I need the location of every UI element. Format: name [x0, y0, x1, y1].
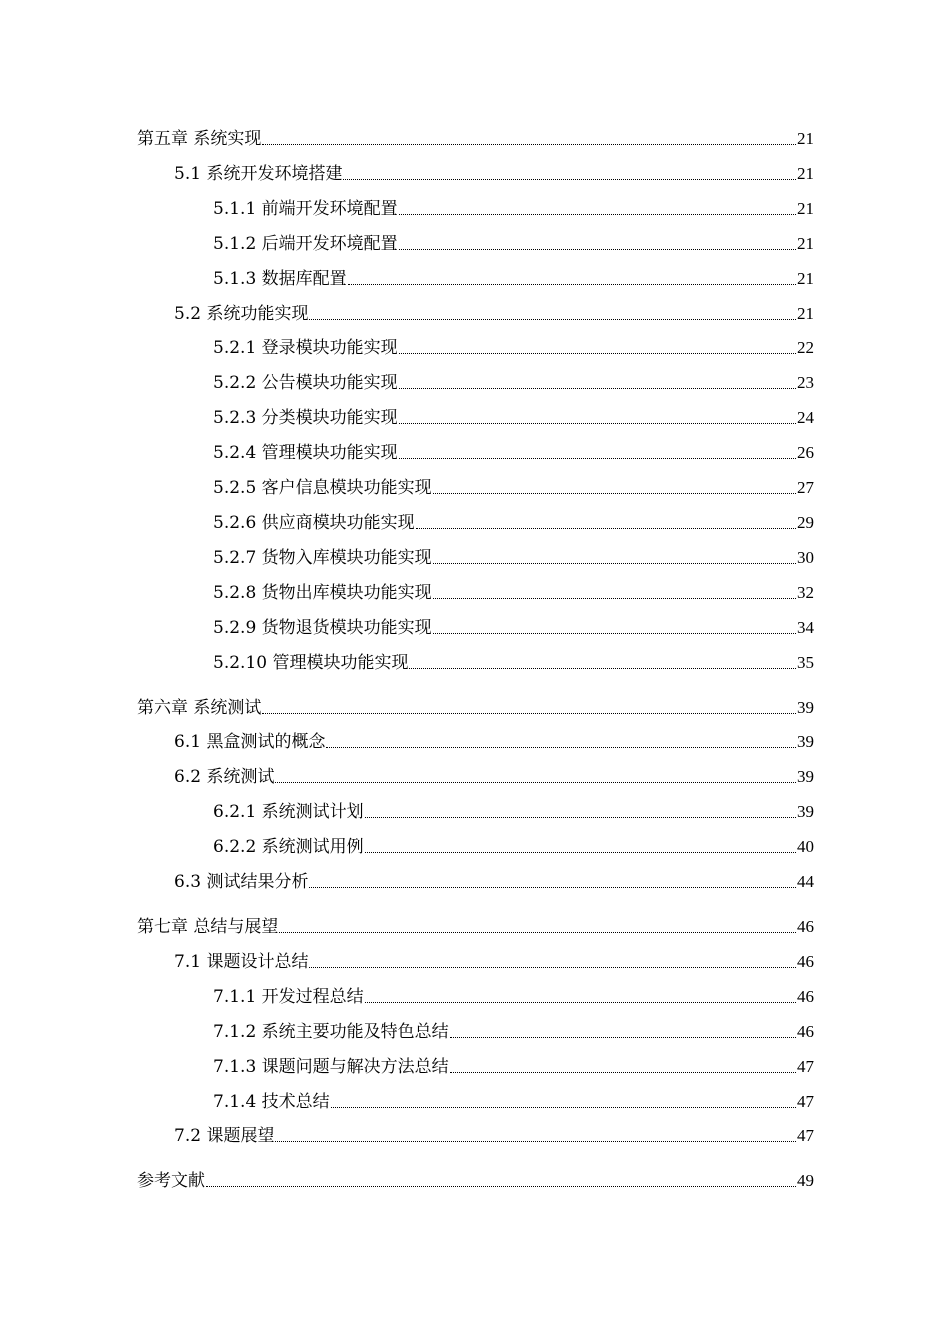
toc-entry-title: 第七章 总结与展望	[137, 917, 279, 937]
toc-leader-dots	[206, 1185, 796, 1187]
toc-entry-7-1-3[interactable]	[213, 1056, 814, 1078]
toc-entry-title: 6.2.2 系统测试用例	[213, 837, 364, 857]
toc-entry-5-2-2[interactable]	[213, 372, 814, 394]
toc-entry-title: 5.2.10 管理模块功能实现	[213, 653, 409, 673]
toc-entry-5-2-8[interactable]	[213, 582, 814, 604]
toc-entry-title: 5.1 系统开发环境搭建	[174, 164, 343, 184]
toc-entry-5-1-1[interactable]	[213, 198, 814, 220]
toc-leader-dots	[450, 1036, 796, 1038]
toc-page-number: 46	[797, 917, 814, 936]
toc-leader-dots	[309, 966, 796, 968]
toc-entry-6-2-2[interactable]	[213, 836, 814, 858]
toc-leader-dots	[365, 851, 796, 853]
toc-entry-7-2[interactable]	[174, 1125, 814, 1147]
toc-page-number: 21	[797, 164, 814, 183]
toc-page-number: 23	[797, 373, 814, 392]
toc-entry-5-1-2[interactable]	[213, 233, 814, 255]
toc-entry-references[interactable]	[137, 1170, 814, 1192]
toc-page-number: 21	[797, 199, 814, 218]
toc-page-number: 35	[797, 653, 814, 672]
toc-entry-title: 7.2 课题展望	[174, 1126, 275, 1146]
toc-entry-title: 7.1.4 技术总结	[213, 1092, 330, 1112]
toc-entry-title: 7.1 课题设计总结	[174, 952, 309, 972]
toc-leader-dots	[433, 632, 796, 634]
toc-leader-dots	[343, 178, 796, 180]
toc-leader-dots	[399, 387, 796, 389]
toc-entry-5-2-5[interactable]	[213, 477, 814, 499]
toc-entry-6-2[interactable]	[174, 766, 814, 788]
toc-page-number: 21	[797, 234, 814, 253]
toc-entry-5-2-1[interactable]	[213, 337, 814, 359]
toc-entry-title: 5.1.3 数据库配置	[213, 269, 347, 289]
toc-leader-dots	[399, 213, 796, 215]
toc-page-number: 39	[797, 732, 814, 751]
toc-entry-title: 5.2.6 供应商模块功能实现	[213, 513, 415, 533]
toc-page-number: 21	[797, 304, 814, 323]
toc-entry-5-1-3[interactable]	[213, 268, 814, 290]
toc-entry-5-2-7[interactable]	[213, 547, 814, 569]
toc-entry-title: 6.2 系统测试	[174, 767, 275, 787]
toc-entry-7-1-2[interactable]	[213, 1021, 814, 1043]
toc-entry-title: 6.3 测试结果分析	[174, 872, 309, 892]
toc-page-number: 21	[797, 269, 814, 288]
toc-entry-5-2-6[interactable]	[213, 512, 814, 534]
toc-entry-title: 5.2.9 货物退货模块功能实现	[213, 618, 432, 638]
toc-entry-title: 5.2.4 管理模块功能实现	[213, 443, 398, 463]
toc-entry-title: 7.1.2 系统主要功能及特色总结	[213, 1022, 449, 1042]
toc-entry-5-2-3[interactable]	[213, 407, 814, 429]
toc-leader-dots	[331, 1106, 796, 1108]
toc-entry-title: 参考文献	[137, 1171, 205, 1191]
toc-entry-7-1-4[interactable]	[213, 1091, 814, 1113]
toc-page-number: 34	[797, 618, 814, 637]
toc-page-number: 47	[797, 1057, 814, 1076]
toc-entry-5-2-9[interactable]	[213, 617, 814, 639]
toc-entry-chapter-7[interactable]	[137, 916, 814, 938]
toc-leader-dots	[275, 1140, 796, 1142]
toc-entry-chapter-6[interactable]	[137, 697, 814, 719]
toc-page-number: 49	[797, 1171, 814, 1190]
toc-leader-dots	[399, 457, 796, 459]
toc-leader-dots	[365, 1001, 796, 1003]
toc-leader-dots	[433, 562, 796, 564]
toc-entry-title: 6.2.1 系统测试计划	[213, 802, 364, 822]
toc-page-number: 46	[797, 952, 814, 971]
toc-page-number: 24	[797, 408, 814, 427]
toc-page-number: 46	[797, 987, 814, 1006]
toc-entry-title: 5.2 系统功能实现	[174, 304, 309, 324]
toc-entry-title: 第五章 系统实现	[137, 129, 262, 149]
toc-leader-dots	[262, 712, 796, 714]
toc-leader-dots	[450, 1071, 796, 1073]
toc-page-number: 21	[797, 129, 814, 148]
toc-entry-6-2-1[interactable]	[213, 801, 814, 823]
toc-page-number: 32	[797, 583, 814, 602]
toc-entry-7-1[interactable]	[174, 951, 814, 973]
toc-leader-dots	[399, 422, 796, 424]
toc-leader-dots	[409, 667, 796, 669]
toc-leader-dots	[309, 318, 796, 320]
toc-entry-title: 6.1 黑盒测试的概念	[174, 732, 326, 752]
toc-entry-title: 5.2.7 货物入库模块功能实现	[213, 548, 432, 568]
toc-leader-dots	[262, 143, 796, 145]
toc-page-number: 22	[797, 338, 814, 357]
toc-entry-7-1-1[interactable]	[213, 986, 814, 1008]
toc-leader-dots	[309, 886, 796, 888]
toc-entry-title: 5.2.1 登录模块功能实现	[213, 338, 398, 358]
toc-leader-dots	[399, 352, 796, 354]
toc-page-number: 39	[797, 767, 814, 786]
toc-entry-title: 7.1.3 课题问题与解决方法总结	[213, 1057, 449, 1077]
toc-leader-dots	[399, 248, 796, 250]
toc-page-number: 47	[797, 1126, 814, 1145]
toc-page-number: 39	[797, 802, 814, 821]
toc-leader-dots	[348, 283, 796, 285]
toc-leader-dots	[433, 597, 796, 599]
toc-entry-title: 5.2.8 货物出库模块功能实现	[213, 583, 432, 603]
toc-leader-dots	[279, 931, 796, 933]
toc-entry-title: 5.2.2 公告模块功能实现	[213, 373, 398, 393]
toc-page-number: 26	[797, 443, 814, 462]
toc-page-number: 39	[797, 698, 814, 717]
toc-entry-5-2[interactable]	[174, 303, 814, 325]
toc-leader-dots	[416, 527, 796, 529]
toc-leader-dots	[326, 746, 796, 748]
toc-page-number: 30	[797, 548, 814, 567]
toc-page-number: 47	[797, 1092, 814, 1111]
toc-page-number: 46	[797, 1022, 814, 1041]
toc-page-number: 29	[797, 513, 814, 532]
toc-entry-5-1[interactable]	[174, 163, 814, 185]
toc-entry-title: 7.1.1 开发过程总结	[213, 987, 364, 1007]
toc-entry-5-2-4[interactable]	[213, 442, 814, 464]
toc-leader-dots	[365, 816, 796, 818]
toc-page-number: 40	[797, 837, 814, 856]
toc-page-number: 44	[797, 872, 814, 891]
toc-entry-title: 5.1.1 前端开发环境配置	[213, 199, 398, 219]
toc-page-number: 27	[797, 478, 814, 497]
toc-entry-chapter-5[interactable]	[137, 128, 814, 150]
toc-entry-title: 5.2.3 分类模块功能实现	[213, 408, 398, 428]
toc-entry-title: 5.1.2 后端开发环境配置	[213, 234, 398, 254]
toc-entry-title: 第六章 系统测试	[137, 698, 262, 718]
toc-leader-dots	[433, 492, 796, 494]
toc-leader-dots	[275, 781, 796, 783]
toc-entry-6-1[interactable]	[174, 731, 814, 753]
toc-entry-6-3[interactable]	[174, 871, 814, 893]
toc-entry-5-2-10[interactable]	[213, 652, 814, 674]
toc-entry-title: 5.2.5 客户信息模块功能实现	[213, 478, 432, 498]
